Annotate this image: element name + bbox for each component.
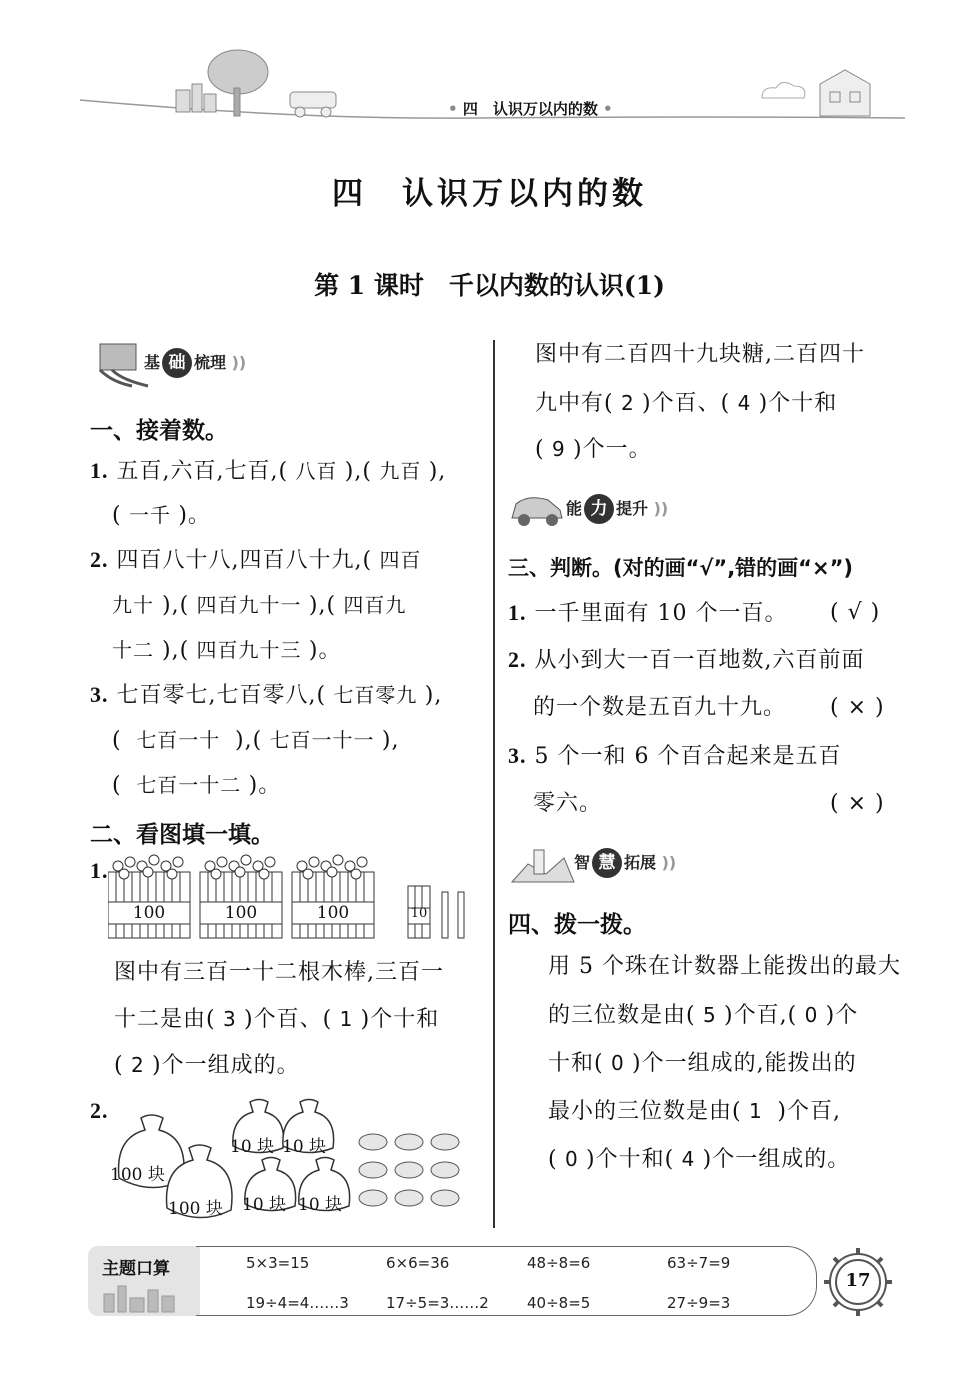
eq-2: 6×6=36 xyxy=(386,1254,450,1272)
sec2-q1-line3: ( 2 )个一组成的。 xyxy=(114,1053,300,1078)
ten-bundle-label: 10 xyxy=(410,906,428,921)
sec4-line5: ( 0 )个十和( 4 )个一组成的。 xyxy=(548,1147,851,1172)
sec1-q2-line2: 九十 ),( 四百九十一 ),( 四百九 xyxy=(112,593,407,618)
eq-7: 40÷8=5 xyxy=(527,1294,591,1312)
footer-label: 主题口算 xyxy=(102,1259,170,1279)
footer-label-box xyxy=(88,1246,200,1316)
sec2-q1-num: 1. xyxy=(90,858,109,883)
cloud-icon xyxy=(762,82,805,98)
sec1-q1-line2: ( 一千 )。 xyxy=(112,503,211,528)
sec4-line4: 最小的三位数是由( 1 )个百, xyxy=(548,1099,841,1124)
candy-grid xyxy=(359,1134,459,1206)
sec3-q3-line1: 3. 5 个一和 6 个百合起来是五百 xyxy=(508,743,842,769)
house-icon xyxy=(820,70,870,116)
sec2-q2-line2: 九中有( 2 )个百、( 4 )个十和 xyxy=(535,391,838,416)
bag-label-100-2: 100 块 xyxy=(168,1199,223,1219)
page-number: 17 xyxy=(845,1270,871,1291)
chapter-title: 四 认识万以内的数 xyxy=(332,176,647,212)
lesson-title: 第 1 课时 千以内数的认识(1) xyxy=(314,271,665,300)
sec2-q2-line1: 图中有二百四十九块糖,二百四十 xyxy=(535,342,865,367)
bundle-label-1: 100 xyxy=(132,903,166,923)
sticks-illustration xyxy=(108,852,488,944)
bundle-label-2: 100 xyxy=(224,903,258,923)
eq-3: 48÷8=6 xyxy=(527,1254,591,1272)
bag-label-10-2: 10 块 xyxy=(282,1137,327,1157)
sec3-q2-line1: 2. 从小到大一百一百地数,六百前面 xyxy=(508,647,865,673)
sec1-q2-line3: 十二 ),( 四百九十三 )。 xyxy=(112,638,342,663)
books-icon xyxy=(508,844,578,888)
badge-wisdom: 智 慧 拓展 )) xyxy=(508,844,718,878)
sec3-q2-answer: ( × ) xyxy=(830,695,885,720)
badge-ability: 能 力 提升 )) xyxy=(508,490,708,524)
sec4-line3: 十和( 0 )个一组成的,能拨出的 xyxy=(548,1051,857,1076)
section-1-heading: 一、接着数。 xyxy=(90,418,228,444)
tree-icon xyxy=(208,50,268,116)
badge-basic: 基 础 梳理 )) xyxy=(92,342,292,376)
sec1-q1-line1: 1. 五百,六百,七百,( 八百 ),( 九百 ), xyxy=(90,458,447,484)
sec3-q1: 1. 一千里面有 10 个一百。 xyxy=(508,600,788,626)
column-divider xyxy=(493,340,495,1228)
sec4-line2: 的三位数是由( 5 )个百,( 0 )个 xyxy=(548,1003,859,1028)
slide-icon xyxy=(92,342,152,388)
sec1-q3-line2: ( 七百一十 ),( 七百一十一 ), xyxy=(112,728,400,753)
sec2-q1-line2: 十二是由( 3 )个百、( 1 )个十和 xyxy=(114,1007,440,1032)
eq-4: 63÷7=9 xyxy=(667,1254,731,1272)
sec2-q2-line3: ( 9 )个一。 xyxy=(535,437,652,462)
section-3-heading: 三、判断。(对的画“√”,错的画“×”) xyxy=(508,556,853,580)
sec4-line1: 用 5 个珠在计数器上能拨出的最大 xyxy=(548,954,901,979)
bag-label-10-4: 10 块 xyxy=(298,1195,343,1215)
eq-5: 19÷4=4……3 xyxy=(246,1294,349,1312)
section-4-heading: 四、拨一拨。 xyxy=(508,912,646,938)
bag-label-10-3: 10 块 xyxy=(242,1195,287,1215)
sec3-q1-answer: ( √ ) xyxy=(830,600,881,625)
sec2-q1-line1: 图中有三百一十二根木棒,三百一 xyxy=(114,960,444,985)
candy-illustration xyxy=(105,1088,485,1228)
city-buildings-icon xyxy=(176,84,216,112)
eq-6: 17÷5=3……2 xyxy=(386,1294,489,1312)
hundred-bundle-3 xyxy=(292,855,374,938)
bundle-label-3: 100 xyxy=(316,903,350,923)
sec1-q2-line1: 2. 四百八十八,四百八十九,( 四百 xyxy=(90,547,422,573)
sec3-q3-answer: ( × ) xyxy=(830,791,885,816)
answer-1-1: 八百 xyxy=(295,459,338,483)
single-stick-2 xyxy=(458,892,464,938)
answer-1-2: 九百 xyxy=(379,459,422,483)
single-stick-1 xyxy=(442,892,448,938)
bag-label-100-1: 100 块 xyxy=(110,1165,165,1185)
eq-8: 27÷9=3 xyxy=(667,1294,731,1312)
eq-1: 5×3=15 xyxy=(246,1254,310,1272)
sec1-q3-line3: ( 七百一十二 )。 xyxy=(112,773,282,798)
sec3-q2-line2: 的一个数是五百九十九。 xyxy=(533,695,787,720)
sec2-q2-num: 2. xyxy=(90,1098,109,1123)
running-header: • 四 认识万以内的数 • xyxy=(448,100,613,118)
toy-car-icon xyxy=(508,490,568,530)
hundred-bundle-2 xyxy=(200,855,282,938)
bag-label-10-1: 10 块 xyxy=(230,1137,275,1157)
sec1-q3-line1: 3. 七百零七,七百零八,( 七百零九 ), xyxy=(90,682,443,708)
car-icon xyxy=(290,92,336,117)
section-2-heading: 二、看图填一填。 xyxy=(90,822,274,848)
skyline-icon xyxy=(98,1280,194,1314)
hundred-bundle-1 xyxy=(108,855,190,938)
sec3-q3-line2: 零六。 xyxy=(533,791,603,816)
